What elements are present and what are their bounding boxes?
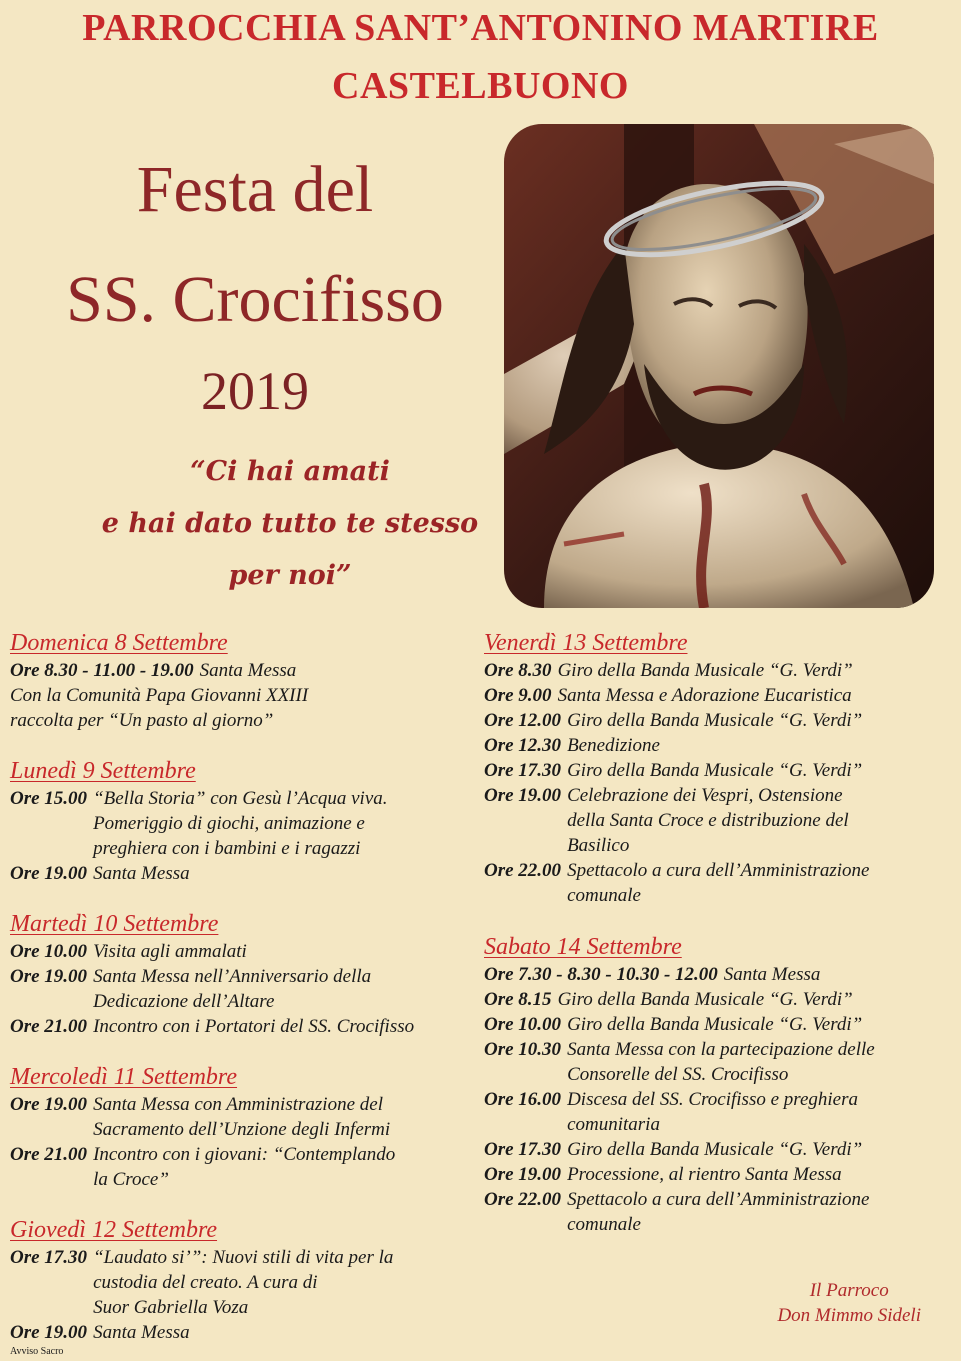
day-heading: Mercoledì 11 Settembre [10,1064,238,1090]
event-time: Ore 10.00 [10,941,88,962]
event-description [567,1162,944,1187]
day-section [10,1215,470,1345]
event-description [93,786,470,861]
event-description [567,758,944,783]
event-line: “Laudato si’”: Nuovi stili di vita per la [93,1247,394,1268]
event-line: Giro della Banda Musicale “G. Verdi” [567,710,863,731]
event-line: “Bella Storia” con Gesù l’Acqua viva. [93,788,388,809]
event-time: Ore 16.00 [484,1089,562,1110]
event-time: Ore 8.15 [484,989,552,1010]
event-line: Sacramento dell’Unzione degli Infermi [93,1119,391,1140]
quote-line-3: per noi” [228,560,352,591]
event-description [567,1187,944,1237]
event-time: Ore 17.30 [484,760,562,781]
event-line: Benedizione [567,735,660,756]
event-line: comunitaria [567,1114,660,1135]
event-row [10,786,470,861]
event-time: Ore 19.00 [484,785,562,806]
event-description [93,1092,470,1142]
event-description [93,939,470,964]
event-description [567,1037,944,1087]
event-line: Giro della Banda Musicale “G. Verdi” [557,660,853,681]
event-line: Giro della Banda Musicale “G. Verdi” [567,760,863,781]
event-time: Ore 7.30 - 8.30 - 10.30 - 12.00 [484,964,718,985]
event-row [484,683,944,708]
event-time: Ore 8.30 - 11.00 - 19.00 [10,660,194,681]
event-row [10,1245,470,1320]
event-line: Santa Messa nell’Anniversario della [93,966,372,987]
event-time: Ore 19.00 [10,863,88,884]
event-line: comunale [567,1214,641,1235]
event-description [93,1014,470,1039]
event-description [93,1320,470,1345]
event-row [484,783,944,858]
event-time: Ore 15.00 [10,788,88,809]
day-section [484,628,944,908]
day-section [10,756,470,886]
event-row [10,1142,470,1192]
event-line: Pomeriggio di giochi, animazione e [93,813,365,834]
event-time: Ore 22.00 [484,860,562,881]
day-section [484,932,944,1237]
event-time: Ore 8.30 [484,660,552,681]
event-line: Incontro con i giovani: “Contemplando [93,1144,396,1165]
event-line: Visita agli ammalati [93,941,247,962]
event-line: comunale [567,885,641,906]
event-line: Dedicazione dell’Altare [93,991,275,1012]
event-description [558,658,944,683]
day-heading: Domenica 8 Settembre [10,630,228,656]
event-line: Spettacolo a cura dell’Amministrazione [567,1189,870,1210]
event-row [484,962,944,987]
event-line: Basilico [567,835,630,856]
event-description [567,783,944,858]
event-line: custodia del creato. A cura di [93,1272,318,1293]
event-line: Santa Messa e Adorazione Eucaristica [557,685,852,706]
event-description [93,861,470,886]
event-description [200,658,470,683]
event-time: Ore 19.00 [484,1164,562,1185]
event-row [10,1320,470,1345]
event-time: Ore 12.30 [484,735,562,756]
day-heading: Lunedì 9 Settembre [10,758,196,784]
event-note: raccolta per “Un pasto al giorno” [10,710,274,731]
signature [777,1278,921,1328]
title-line-1: Festa del [136,153,374,226]
quote-line-2: e hai dato tutto te stesso [101,508,479,539]
event-row [484,1162,944,1187]
event-time: Ore 19.00 [10,1094,88,1115]
day-heading: Sabato 14 Settembre [484,934,682,960]
event-line: Santa Messa [199,660,297,681]
event-row [10,1092,470,1142]
event-line: Processione, al rientro Santa Messa [567,1164,842,1185]
event-row [10,939,470,964]
event-description [93,964,470,1014]
event-line: Celebrazione dei Vespri, Ostensione [567,785,843,806]
event-line: preghiera con i bambini e i ragazzi [93,838,361,859]
event-line: Giro della Banda Musicale “G. Verdi” [557,989,853,1010]
event-description [567,858,944,908]
event-description [567,1012,944,1037]
event-line: Spettacolo a cura dell’Amministrazione [567,860,870,881]
event-row [484,1012,944,1037]
event-line: Santa Messa [93,863,190,884]
event-time: Ore 21.00 [10,1016,88,1037]
event-description [558,987,944,1012]
day-heading: Martedì 10 Settembre [10,911,219,937]
event-line: della Santa Croce e distribuzione del [567,810,849,831]
event-line: Santa Messa [723,964,821,985]
event-time: Ore 19.00 [10,1322,88,1343]
event-time: Ore 17.30 [484,1139,562,1160]
event-line: Santa Messa con Amministrazione del [93,1094,383,1115]
event-row [484,858,944,908]
event-row [10,658,470,683]
event-line: Discesa del SS. Crocifisso e preghiera [567,1089,859,1110]
day-heading: Venerdì 13 Settembre [484,630,688,656]
town-name: CASTELBUONO [332,65,629,107]
event-time: Ore 12.00 [484,710,562,731]
title-year: 2019 [201,361,309,421]
event-row [484,758,944,783]
event-row [484,1037,944,1087]
event-row [484,658,944,683]
event-time: Ore 17.30 [10,1247,88,1268]
event-time: Ore 9.00 [484,685,552,706]
crucifix-image [504,124,934,608]
event-description [567,1087,944,1137]
event-description [567,708,944,733]
event-description [724,962,944,987]
event-row [484,733,944,758]
event-description [567,733,944,758]
event-description [567,1137,944,1162]
signature-name: Don Mimmo Sideli [777,1305,921,1326]
event-row [484,1187,944,1237]
day-section [10,909,470,1039]
right-schedule-column [484,628,944,1237]
footer-note: Avviso Sacro [10,1346,64,1357]
event-row [484,708,944,733]
event-description [93,1142,470,1192]
event-description [93,1245,470,1320]
event-row [484,1137,944,1162]
event-row [484,1087,944,1137]
event-time: Ore 22.00 [484,1189,562,1210]
event-time: Ore 19.00 [10,966,88,987]
event-line: Santa Messa con la partecipazione delle [567,1039,875,1060]
event-time: Ore 10.30 [484,1039,562,1060]
left-schedule-column [10,628,470,1345]
signature-role: Il Parroco [809,1280,889,1301]
event-line: Santa Messa [93,1322,190,1343]
event-line: Incontro con i Portatori del SS. Crocifisso [93,1016,415,1037]
event-line: Consorelle del SS. Crocifisso [567,1064,789,1085]
day-section [10,628,470,733]
day-section [10,1062,470,1192]
event-line: Giro della Banda Musicale “G. Verdi” [567,1014,863,1035]
event-time: Ore 10.00 [484,1014,562,1035]
event-line: la Croce” [93,1169,169,1190]
event-row [10,964,470,1014]
event-time: Ore 21.00 [10,1144,88,1165]
parish-name: PARROCCHIA SANT’ANTONINO MARTIRE [82,7,879,49]
event-note: Con la Comunità Papa Giovanni XXIII [10,685,309,706]
title-line-2: SS. Crocifisso [66,263,444,336]
event-line: Giro della Banda Musicale “G. Verdi” [567,1139,863,1160]
event-line: Suor Gabriella Voza [93,1297,249,1318]
event-description [558,683,944,708]
quote-line-1: “Ci hai amati [190,456,390,487]
day-heading: Giovedì 12 Settembre [10,1217,218,1243]
event-row [10,1014,470,1039]
event-row [484,987,944,1012]
event-row [10,861,470,886]
